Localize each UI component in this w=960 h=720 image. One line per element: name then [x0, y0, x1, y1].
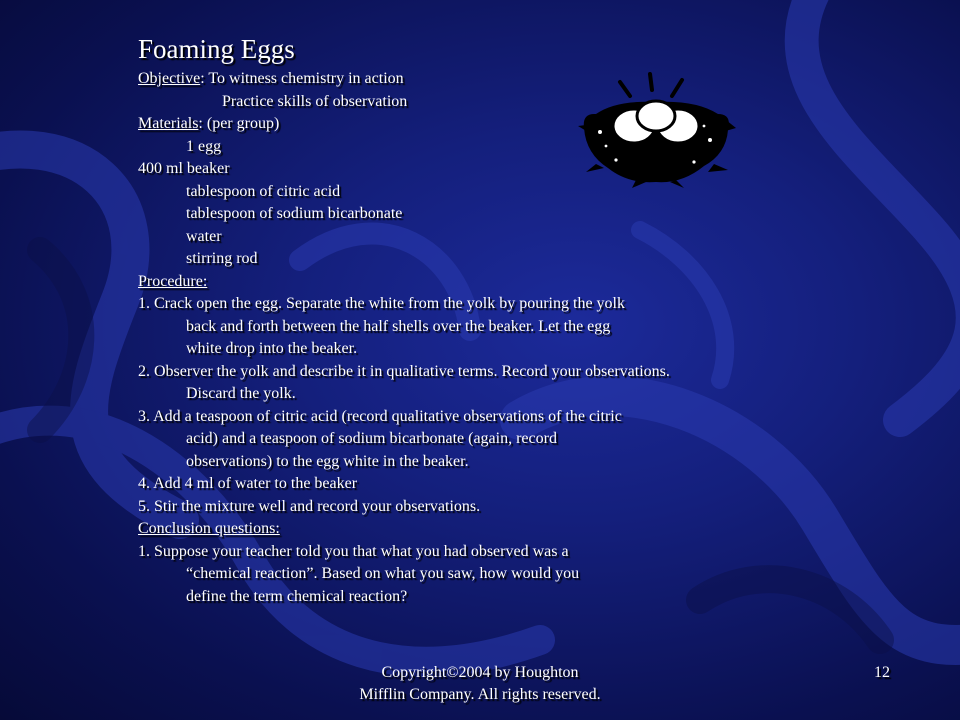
- objective-label: Objective: [138, 70, 201, 87]
- objective-line-2: Practice skills of observation: [222, 92, 408, 110]
- procedure-line: back and forth between the half shells over the beaker. Let the egg: [186, 317, 611, 335]
- copyright-footer: [290, 662, 670, 706]
- conclusion-line: define the term chemical reaction?: [186, 587, 408, 605]
- procedure-line: 3. Add a teaspoon of citric acid (record qualitative observations of the citric: [138, 407, 622, 425]
- procedure-line: Discard the yolk.: [186, 385, 296, 402]
- copyright-line-1: Copyright©2004 by Houghton: [381, 664, 579, 681]
- material-item: 1 egg: [186, 137, 222, 155]
- procedure-heading: Procedure:: [138, 272, 208, 290]
- objective-text: : To witness chemistry in action: [200, 70, 404, 87]
- slide-title: Foaming Eggs: [138, 34, 295, 64]
- conclusion-line: “chemical reaction”. Based on what you saw, how would you: [186, 565, 580, 582]
- conclusion-line: 1. Suppose your teacher told you that what you had observed was a: [138, 542, 569, 560]
- procedure-line: acid) and a teaspoon of sodium bicarbonate (again, record: [186, 430, 557, 447]
- procedure-line: observations) to the egg white in the beaker.: [186, 452, 469, 470]
- materials-label: Materials: [138, 115, 199, 132]
- materials-line: [138, 113, 858, 136]
- slide-content: [138, 30, 858, 608]
- copyright-line-2: Mifflin Company. All rights reserved.: [359, 686, 601, 703]
- conclusion-heading: Conclusion questions:: [138, 520, 280, 537]
- procedure-line: white drop into the beaker.: [186, 340, 358, 357]
- material-item: tablespoon of sodium bicarbonate: [186, 205, 403, 222]
- procedure-line: 2. Observer the yolk and describe it in qualitative terms. Record your observations.: [138, 362, 670, 380]
- page-number: 12: [874, 664, 890, 681]
- material-item: water: [186, 227, 222, 245]
- materials-suffix: : (per group): [198, 115, 280, 132]
- material-item: tablespoon of citric acid: [186, 182, 341, 200]
- material-item: 400 ml beaker: [138, 160, 230, 177]
- material-item: stirring rod: [186, 250, 258, 267]
- procedure-line: 1. Crack open the egg. Separate the white from the yolk by pouring the yolk: [138, 295, 625, 312]
- procedure-line: 5. Stir the mixture well and record your observations.: [138, 497, 481, 515]
- procedure-line: 4. Add 4 ml of water to the beaker: [138, 475, 358, 492]
- objective-line: [138, 68, 858, 91]
